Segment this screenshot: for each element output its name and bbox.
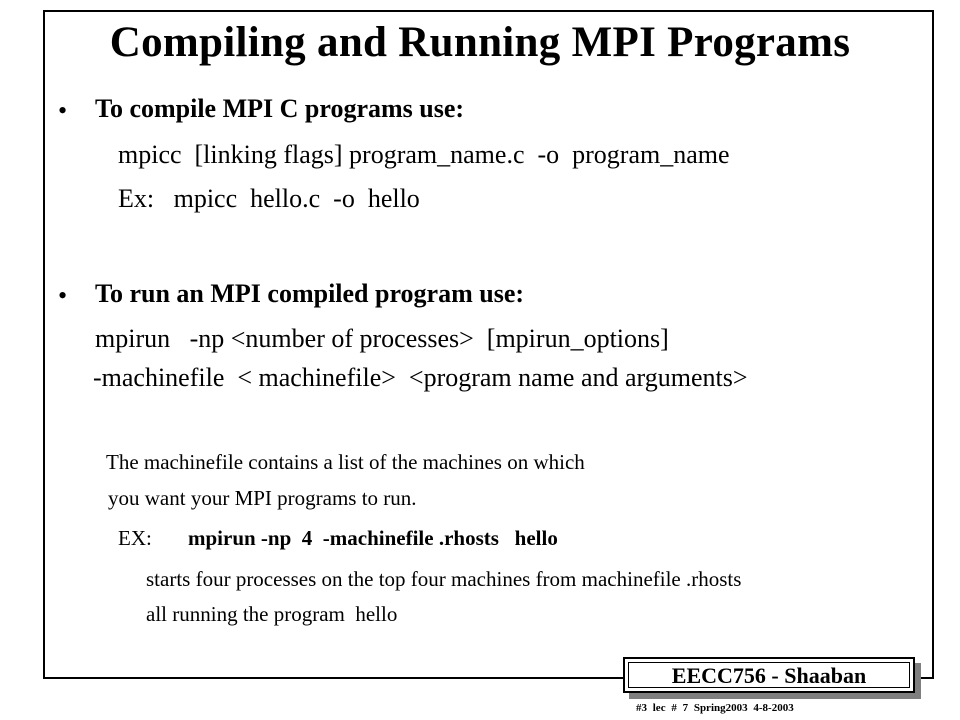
- compile-syntax: mpicc [linking flags] program_name.c -o program_name: [118, 140, 730, 169]
- slide-meta: #3 lec # 7 Spring2003 4-8-2003: [636, 702, 794, 714]
- slide-title: Compiling and Running MPI Programs: [109, 19, 851, 66]
- bullet-icon: •: [58, 281, 68, 310]
- bullet-icon: •: [58, 96, 68, 125]
- run-syntax-line1: mpirun -np <number of processes> [mpirun_options]: [95, 324, 669, 353]
- compile-heading: To compile MPI C programs use:: [95, 94, 465, 123]
- compile-example: Ex: mpicc hello.c -o hello: [118, 184, 420, 213]
- example-prefix: EX:: [118, 526, 152, 550]
- example-explain-line1: starts four processes on the top four machines from machinefile .rhosts: [146, 567, 742, 591]
- course-badge: [623, 657, 915, 693]
- example-command: mpirun -np 4 -machinefile .rhosts hello: [188, 526, 558, 550]
- machinefile-note-line2: you want your MPI programs to run.: [108, 486, 417, 510]
- machinefile-note-line1: The machinefile contains a list of the machines on which: [106, 450, 585, 474]
- example-explain-line2: all running the program hello: [146, 602, 398, 626]
- course-label: EECC756 - Shaaban: [628, 662, 910, 688]
- run-syntax-line2: -machinefile < machinefile> <program name and arguments>: [93, 363, 748, 392]
- run-heading: To run an MPI compiled program use:: [95, 279, 525, 308]
